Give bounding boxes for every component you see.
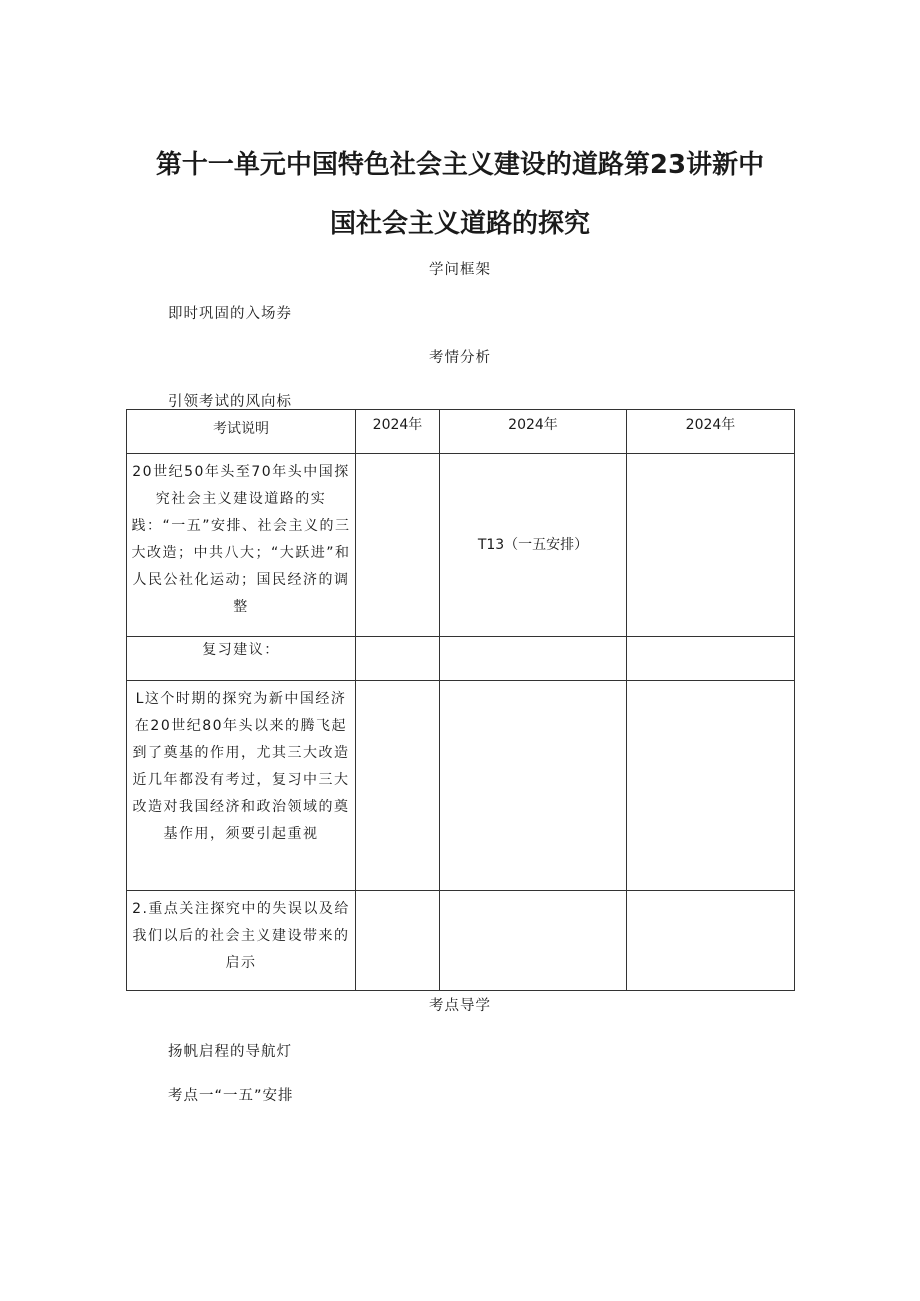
sail-subtitle: 扬帆启程的导航灯 <box>168 1044 292 1060</box>
header-year-1: 2024年 <box>356 410 440 454</box>
table-cell <box>356 454 440 637</box>
table-cell <box>356 681 440 891</box>
review-advice-label: 复习建议： <box>127 637 356 681</box>
header-exam-description: 考试说明 <box>127 410 356 454</box>
table-cell <box>440 891 627 991</box>
table-cell <box>627 454 795 637</box>
section-points-heading: 考点导学 <box>429 998 491 1014</box>
table-row <box>127 681 795 891</box>
exam-description-cell: 20世纪50年头至70年头中国探究社会主义建设道路的实践：“一五”安排、社会主义的三大改造；中共八大；“大跃进”和人民公社化运动；国民经济的调整 <box>127 454 356 637</box>
review-advice-1: L这个时期的探究为新中国经济在20世纪80年头以来的腾飞起到了奠基的作用，尤其三大改造近几年都没有考过，复习中三大改造对我国经济和政治领域的奠基作用，须要引起重视 <box>127 681 356 891</box>
table-cell <box>356 891 440 991</box>
table-cell <box>440 681 627 891</box>
table-row <box>127 454 795 637</box>
table-cell <box>627 681 795 891</box>
exam-question-cell: T13（一五安排） <box>440 454 627 637</box>
entry-subtitle: 即时巩固的入场券 <box>168 306 292 322</box>
exam-analysis-table <box>126 409 795 991</box>
header-year-3: 2024年 <box>627 410 795 454</box>
table-cell <box>627 637 795 681</box>
table-row <box>127 637 795 681</box>
table-cell <box>356 637 440 681</box>
section-framework-heading: 学问框架 <box>429 262 491 278</box>
section-analysis-heading: 考情分析 <box>429 350 491 366</box>
guide-subtitle: 引领考试的风向标 <box>168 394 292 410</box>
header-year-2: 2024年 <box>440 410 627 454</box>
document-title-line-2: 国社会主义道路的探究 <box>329 209 590 239</box>
point-one-heading: 考点一“一五”安排 <box>168 1088 294 1104</box>
table-row <box>127 891 795 991</box>
document-title-line-1: 第十一单元中国特色社会主义建设的道路第23讲新中 <box>155 150 765 180</box>
table-cell <box>627 891 795 991</box>
table-header-row <box>127 410 795 454</box>
table-cell <box>440 637 627 681</box>
review-advice-2: 2.重点关注探究中的失误以及给我们以后的社会主义建设带来的启示 <box>127 891 356 991</box>
